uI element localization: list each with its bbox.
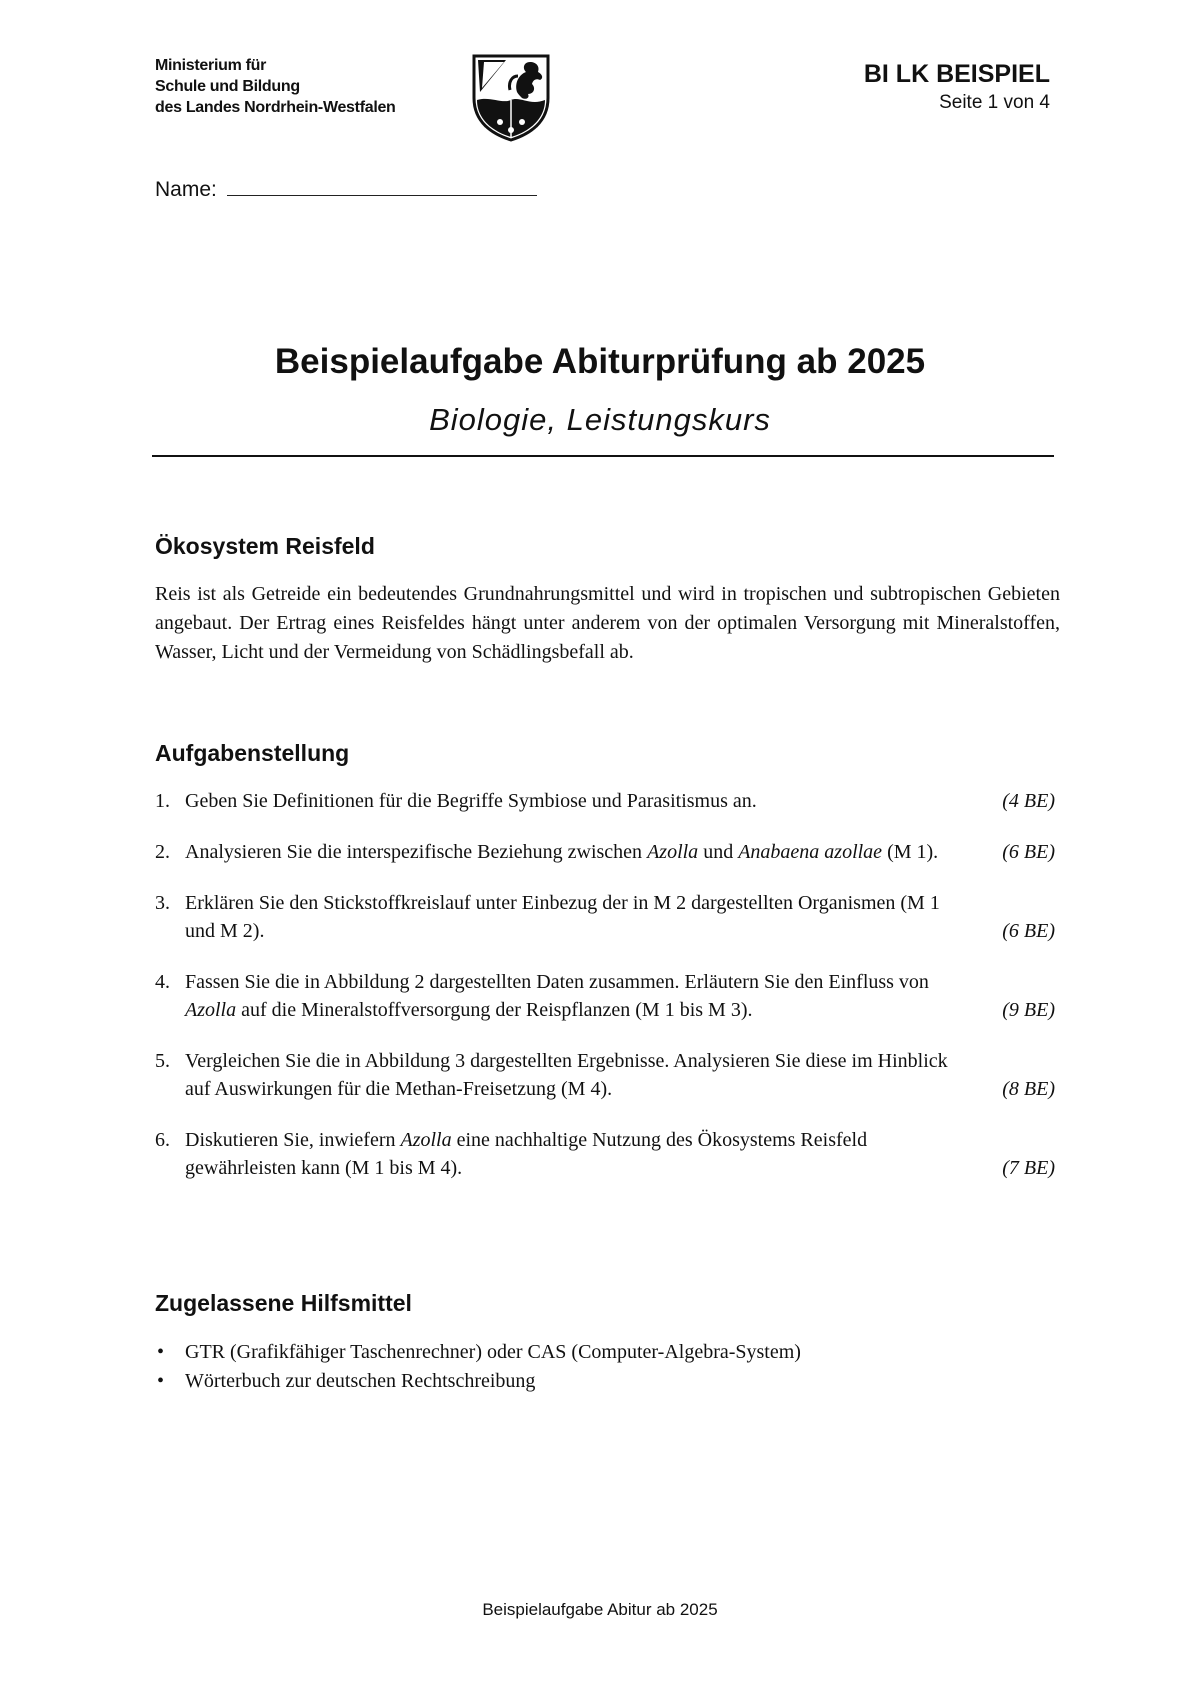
task-item — [155, 787, 1055, 815]
task-number: 1. — [155, 790, 170, 812]
ministry-line-3: des Landes Nordrhein-Westfalen — [155, 99, 396, 116]
state-coat-of-arms-icon — [470, 52, 552, 142]
document-code: BI LK BEISPIEL — [863, 60, 1050, 88]
document-subtitle: Biologie, Leistungskurs — [429, 402, 771, 437]
task-list — [155, 787, 1055, 1205]
task-text-segment: eine nachhaltige Nutzung des Ökosystems Reisfeld gewährleisten kann (M 1 bis M 4). — [185, 1129, 868, 1179]
name-label: Name: — [155, 178, 217, 201]
task-points: (4 BE) — [1002, 790, 1055, 812]
task-points: (7 BE) — [1002, 1157, 1055, 1179]
aid-item — [155, 1367, 801, 1396]
name-blank-line — [227, 177, 537, 196]
document-title: Beispielaufgabe Abiturprüfung ab 2025 — [274, 342, 926, 381]
task-text — [185, 971, 929, 1021]
section-heading-aids: Zugelassene Hilfsmittel — [155, 1290, 412, 1316]
task-text-segment: Vergleichen Sie die in Abbildung 3 dargestellten Ergebnisse. Analysieren Sie diese im Hinblick auf Auswirkungen für die Methan-Freisetzung (M 4). — [185, 1050, 948, 1100]
task-text-segment: Geben Sie Definitionen für die Begriffe Symbiose und Parasitismus an. — [185, 790, 757, 812]
document-code-block — [864, 58, 1050, 116]
ministry-name — [155, 55, 396, 118]
bullet-icon: • — [157, 1341, 165, 1363]
task-number: 3. — [155, 892, 170, 914]
intro-paragraph: Reis ist als Getreide ein bedeutendes Grundnahrungsmittel und wird in tropischen und subtropischen Gebieten angebaut. Der Ertrag eines Reisfeldes hängt unter anderem von der optimalen Versorgung mit Mineralstoffen, Wasser, Licht und der Vermeidung von Schädlingsbefall ab. — [155, 583, 1060, 663]
task-text-segment: Erklären Sie den Stickstoffkreislauf unter Einbezug der in M 2 dargestellten Organismen (M 1 und M 2). — [185, 892, 940, 942]
task-text — [185, 892, 940, 942]
aid-item — [155, 1338, 801, 1367]
task-text — [185, 841, 938, 863]
aids-list — [155, 1338, 801, 1396]
title-divider — [152, 455, 1054, 457]
task-text — [185, 1129, 867, 1179]
name-field — [155, 177, 537, 202]
ministry-line-2: Schule und Bildung — [155, 78, 300, 95]
bullet-icon: • — [157, 1370, 165, 1392]
task-number: 5. — [155, 1050, 170, 1072]
task-points: (9 BE) — [1002, 999, 1055, 1021]
page-footer: Beispielaufgabe Abitur ab 2025 — [482, 1600, 718, 1619]
task-text-segment: Fassen Sie die in Abbildung 2 dargestellten Daten zusammen. Erläutern Sie den Einfluss von — [185, 971, 929, 993]
task-item — [155, 889, 1055, 945]
task-number: 4. — [155, 971, 170, 993]
task-text — [185, 1050, 948, 1100]
task-points: (8 BE) — [1002, 1078, 1055, 1100]
section-heading-ecosystem: Ökosystem Reisfeld — [155, 533, 375, 559]
ministry-line-1: Ministerium für — [155, 57, 267, 74]
task-text-segment: Diskutieren Sie, inwiefern — [185, 1129, 401, 1151]
task-item — [155, 968, 1055, 1024]
page-indicator: Seite 1 von 4 — [939, 92, 1050, 113]
species-name: Azolla — [185, 999, 237, 1021]
task-item — [155, 1126, 1055, 1182]
task-points: (6 BE) — [1002, 920, 1055, 942]
section-heading-tasks: Aufgabenstellung — [155, 740, 350, 766]
task-points: (6 BE) — [1002, 841, 1055, 863]
task-number: 2. — [155, 841, 170, 863]
task-text-segment: Analysieren Sie die interspezifische Beziehung zwischen — [185, 841, 648, 863]
task-text-segment: auf die Mineralstoffversorgung der Reispflanzen (M 1 bis M 3). — [236, 999, 753, 1021]
aid-text: GTR (Grafikfähiger Taschenrechner) oder CAS (Computer-Algebra-System) — [185, 1341, 801, 1363]
task-text — [185, 790, 757, 812]
task-number: 6. — [155, 1129, 170, 1151]
aid-text: Wörterbuch zur deutschen Rechtschreibung — [185, 1370, 536, 1392]
task-item — [155, 838, 1055, 866]
species-name: Azolla — [647, 841, 699, 863]
species-name: Anabaena azollae — [738, 841, 883, 863]
task-text-segment: und — [698, 841, 739, 863]
task-text-segment: (M 1). — [882, 841, 939, 863]
task-item — [155, 1047, 1055, 1103]
species-name: Azolla — [400, 1129, 452, 1151]
